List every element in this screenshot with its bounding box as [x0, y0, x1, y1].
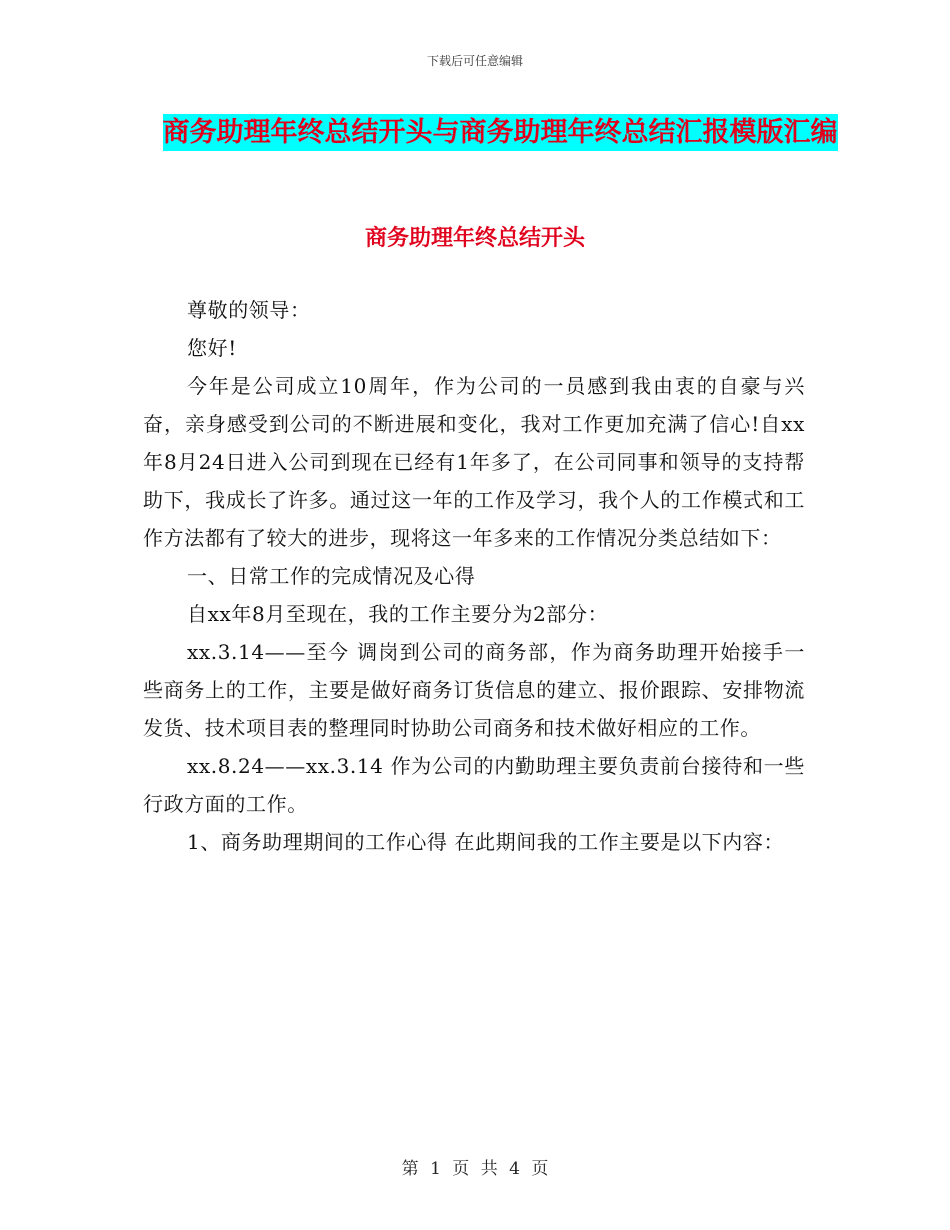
header-note: 下载后可任意编辑	[426, 54, 523, 68]
document-title	[150, 110, 850, 156]
document-title-text: 商务助理年终总结开头与商务助理年终总结汇报模版汇编	[163, 114, 838, 151]
page-footer: 第 1 页 共 4 页	[401, 1159, 549, 1179]
office-role-paragraph: xx.8.24——xx.3.14 作为公司的内勤助理主要负责前台接待和一些行政方面的工作。	[143, 754, 805, 816]
intro-paragraph: 今年是公司成立10周年，作为公司的一员感到我由衷的自豪与兴奋，亲身感受到公司的不断进展和变化，我对工作更加充满了信心!自xx年8月24日进入公司到现在已经有1年多了，在公司同事和领导的支持帮助下，我成长了许多。通过这一年的工作及学习，我个人的工作模式和工作方法都有了较大的进步，现将这一年多来的工作情况分类总结如下：	[143, 374, 805, 550]
heading-daily-work: 一、日常工作的完成情况及心得	[187, 564, 476, 588]
work-parts-paragraph: 自xx年8月至现在，我的工作主要分为2部分：	[187, 602, 609, 626]
commerce-role-paragraph: xx.3.14——至今 调岗到公司的商务部，作为商务助理开始接手一些商务上的工作，主要是做好商务订货信息的建立、报价跟踪、安排物流发货、技术项目表的整理同时协助公司商务和技术做好相应的工作。	[143, 640, 805, 740]
greeting: 您好!	[187, 336, 237, 360]
commerce-experience-paragraph: 1、商务助理期间的工作心得 在此期间我的工作主要是以下内容：	[187, 830, 785, 854]
salutation: 尊敬的领导：	[187, 298, 311, 322]
section-title: 商务助理年终总结开头	[364, 226, 585, 251]
body-text	[143, 291, 805, 861]
